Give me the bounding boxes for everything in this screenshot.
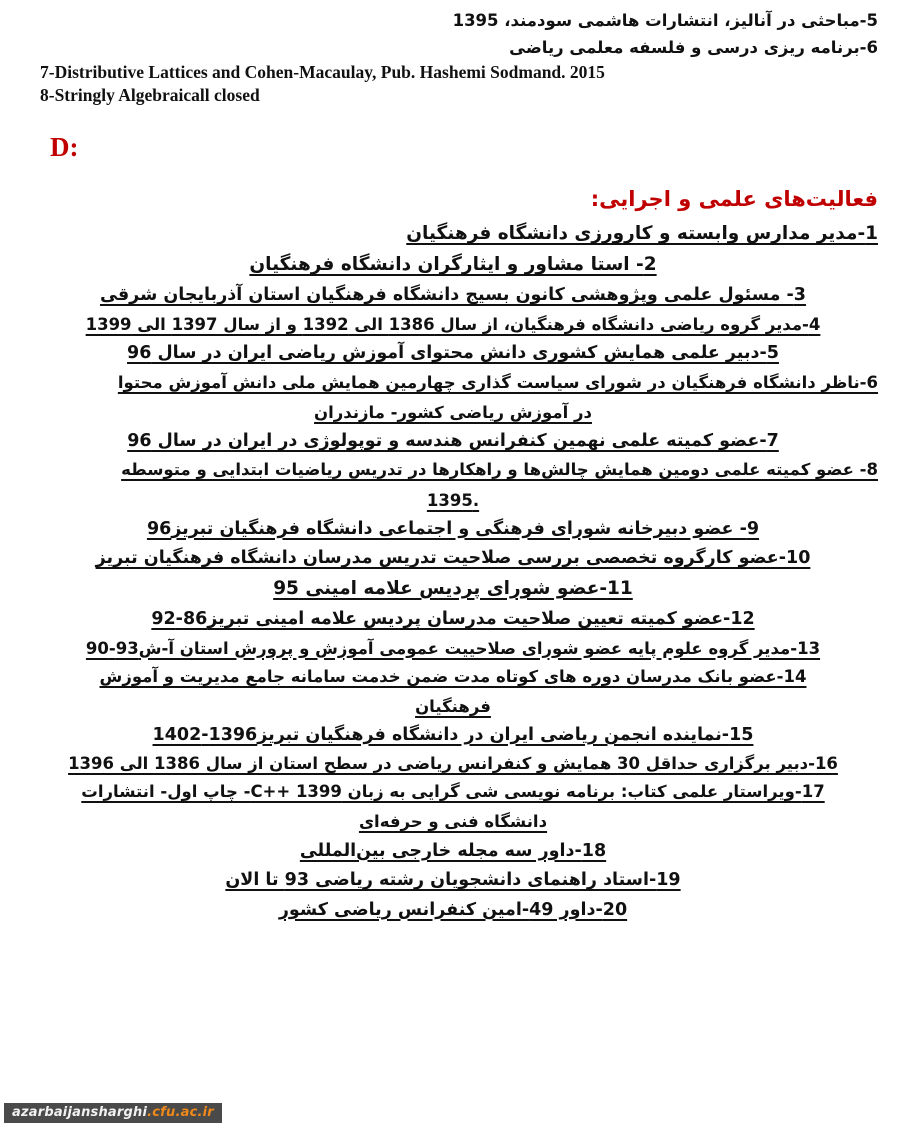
activity-line-continued: فرهنگیان [415,696,491,716]
activity-line: 9- عضو دبیرخانه شورای فرهنگی و اجتماعی دانشگاه فرهنگیان تبریز96 [146,518,760,539]
list-item [22,778,878,836]
publication-line-5: 5-مباحثی در آنالیز، انتشارات هاشمی سودمند، 1395 [452,11,878,30]
activity-line: 18-داور سه مجله خارجی بین‌المللی [299,840,607,861]
activity-line: 3- مسئول علمی وپژوهشی کانون بسیج دانشگاه فرهنگیان استان آذربایجان شرقی [100,285,806,306]
site-watermark [4,1103,222,1123]
activity-line-continued: .1395 [426,490,480,510]
list-item [22,635,878,663]
activity-line: 17-ویراستار علمی کتاب: برنامه نویسی شی گرایی به زبان C++ 1399- چاپ اول- انتشارات [81,782,825,802]
activity-line: 16-دبیر برگزاری حداقل 30 همایش و کنفرانس ریاضی در سطح استان از سال 1386 الی 1396 [68,754,838,774]
activity-line: 15-نماینده انجمن ریاضی ایران در دانشگاه فرهنگیان تبریز1396-1402 [152,724,754,745]
activity-line: 8- عضو کمیته علمی دومین همایش چالش‌ها و راهکارها در تدریس ریاضیات ابتدایی و متوسطه [121,460,878,480]
activity-line: 7-عضو کمیته علمی نهمین کنفرانس هندسه و توپولوژی در ایران در سال 96 [127,430,779,451]
activity-line: 13-مدیر گروه علوم پایه عضو شورای صلاحییت عمومی آموزش و پرورش استان آ-ش93-90 [85,638,821,658]
list-item [22,339,878,369]
list-item [22,837,878,867]
list-item [22,515,878,545]
list-item [22,574,878,605]
activities-list [22,219,878,925]
list-item [22,750,878,778]
activity-line: 12-عضو کمیته تعیین صلاحیت مدرسان پردیس علامه امینی تبریز86-92 [151,608,755,629]
list-item [22,663,878,721]
list-item [22,721,878,751]
section-heading: فعالیت‌های علمی و اجرایی: [590,187,878,212]
activity-line: 20-داور 49-امین کنفرانس ریاضی کشور [278,899,628,920]
activity-line: 11-عضو شورای پردیس علامه امینی 95 [273,577,633,599]
activity-line: 6-ناظر دانشگاه فرهنگیان در شورای سیاست گذاری چهارمین همایش ملی دانش آموزش محتوا [117,372,878,392]
publication-line-8: 8-Stringly Algebraicall closed [40,84,260,105]
list-item [22,456,878,514]
activity-line: 5-دبیر علمی همایش کشوری دانش محتوای آموزش ریاضی ایران در سال 96 [127,343,779,364]
list-item [22,544,878,574]
list-item [22,311,878,339]
list-item [22,219,878,250]
list-item [22,896,878,926]
list-item [22,605,878,635]
activity-line-continued: دانشگاه فنی و حرفه‌ای [358,812,548,832]
activity-line: 10-عضو کارگروه تخصصی بررسی صلاحیت تدریس مدرسان دانشگاه فرهنگیان تبریز [95,548,811,569]
watermark-domain: .cfu.ac.ir [147,1105,214,1120]
publications-block [22,8,878,106]
activity-line: 4-مدیر گروه ریاضی دانشگاه فرهنگیان، از سال 1386 الی 1392 و از سال 1397 الی 1399 [85,315,821,335]
publication-line-6: 6-برنامه ریزی درسی و فلسفه معلمی ریاضی [509,37,878,57]
list-item [22,866,878,896]
activity-line: 19-استاد راهنمای دانشجویان رشته ریاضی 93 تا الان [225,870,681,891]
list-item [22,427,878,457]
list-item [22,281,878,311]
activity-line: 1-مدیر مدارس وابسته و کارورزی دانشگاه فرهنگیان [406,223,878,245]
watermark-site-name: azarbaijansharghi [12,1105,148,1120]
activity-line-continued: در آموزش ریاضی کشور- مازندران [314,402,592,422]
publication-line-7: 7-Distributive Lattices and Cohen-Macaulay, Pub. Hashemi Sodmand. 2015 [40,62,605,83]
activity-line: 14-عضو بانک مدرسان دوره های کوتاه مدت ضمن خدمت سامانه جامع مدیریت و آموزش [99,666,807,686]
section-letter: D: [50,132,79,163]
activity-line: 2- استا مشاور و ایثارگران دانشگاه فرهنگیان [249,254,657,276]
list-item [22,369,878,427]
list-item [22,250,878,281]
